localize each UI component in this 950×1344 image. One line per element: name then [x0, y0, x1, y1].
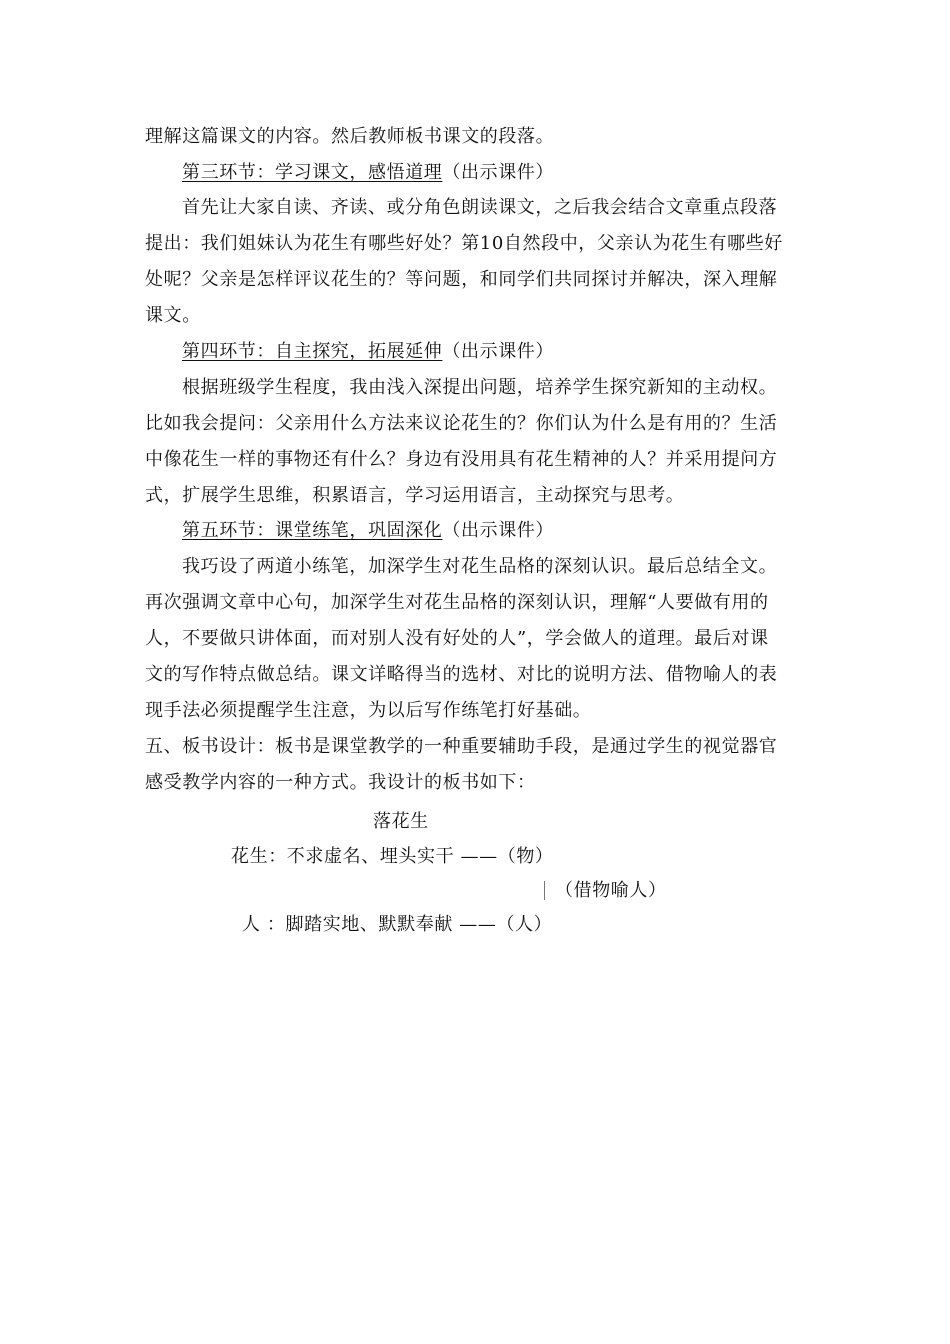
- paragraph-line: 人，不要做只讲体面，而对别人没有好处的人”，学会做人的道理。最后对课: [145, 628, 769, 649]
- paragraph-line: 提出：我们姐妹认为花生有哪些好处？第10自然段中，父亲认为花生有哪些好: [145, 233, 783, 254]
- section-heading-note: （出示课件）: [442, 162, 555, 183]
- board-row-person: 人 ：脚踏实地、默默奉献 ——（人）: [242, 914, 553, 935]
- section-heading-note: （出示课件）: [442, 341, 555, 362]
- paragraph-line: 再次强调文章中心句，加深学生对花生品格的深刻认识，理解“人要做有用的: [145, 592, 769, 613]
- paragraph-line: 根据班级学生程度，我由浅入深提出问题，培养学生探究新知的主动权。: [182, 377, 778, 398]
- section-heading-title: 第四环节：自主探究，拓展延伸: [182, 341, 443, 362]
- paragraph-line: 我巧设了两道小练笔，加深学生对花生品格的深刻认识。最后总结全文。: [182, 556, 778, 577]
- paragraph-line: 中像花生一样的事物还有什么？身边有没用具有花生精神的人？并采用提问方: [145, 449, 778, 470]
- paragraph-line: 理解这篇课文的内容。然后教师板书课文的段落。: [145, 126, 555, 147]
- board-title: 落花生: [373, 811, 429, 832]
- paragraph-line: 感受教学内容的一种方式。我设计的板书如下：: [145, 772, 536, 793]
- board-connector-line: [544, 881, 545, 900]
- section-heading-4: [182, 340, 554, 364]
- section-heading-3: [182, 161, 554, 185]
- paragraph-line: 比如我会提问：父亲用什么方法来议论花生的？你们认为什么是有用的？生活: [145, 413, 778, 434]
- section-heading-title: 第三环节：学习课文，感悟道理: [182, 162, 443, 183]
- section-heading-note: （出示课件）: [442, 520, 555, 541]
- paragraph-line: 课文。: [145, 305, 201, 326]
- board-row-peanut: 花生：不求虚名、埋头实干 ——（物）: [231, 846, 554, 867]
- paragraph-line: 处呢？父亲是怎样评议花生的？等问题，和同学们共同探讨并解决，深入理解: [145, 269, 778, 290]
- section-heading-title: 第五环节：课堂练笔，巩固深化: [182, 520, 443, 541]
- paragraph-line: 五、板书设计：板书是课堂教学的一种重要辅助手段，是通过学生的视觉器官: [145, 736, 778, 757]
- paragraph-line: 式，扩展学生思维，积累语言，学习运用语言，主动探究与思考。: [145, 485, 685, 506]
- paragraph-line: 首先让大家自读、齐读、或分角色朗读课文，之后我会结合文章重点段落: [182, 197, 778, 218]
- section-heading-5: [182, 519, 554, 543]
- paragraph-line: 现手法必须提醒学生注意，为以后写作练笔打好基础。: [145, 700, 592, 721]
- board-row-metaphor: （借物喻人）: [555, 880, 667, 901]
- paragraph-line: 文的写作特点做总结。课文详略得当的选材、对比的说明方法、借物喻人的表: [145, 664, 778, 685]
